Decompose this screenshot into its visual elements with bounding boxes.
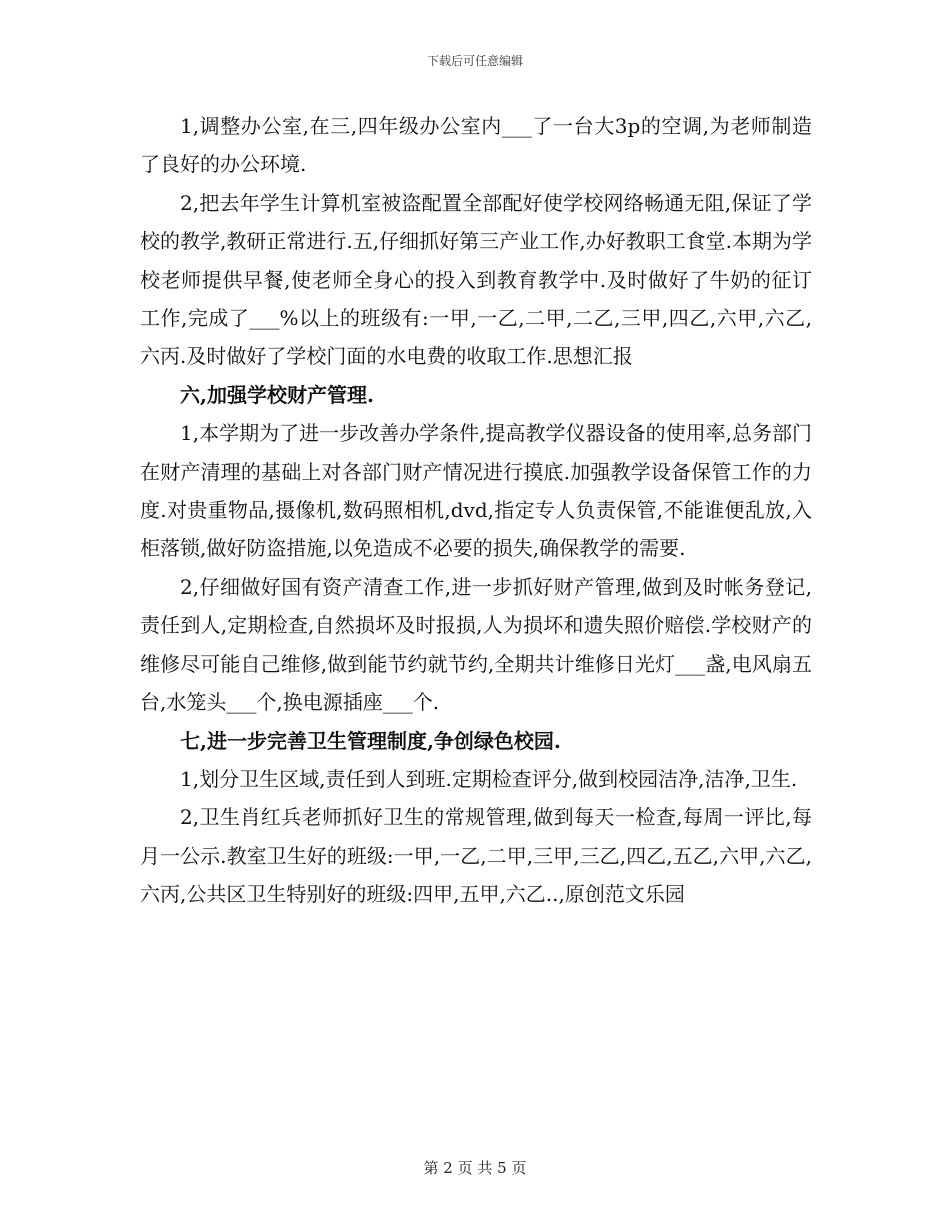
paragraph-computer-room: 2,把去年学生计算机室被盗配置全部配好使学校网络畅通无阻,保证了学校的教学,教研正常进行.五,仔细抓好第三产业工作,办好教职工食堂.本期为学校老师提供早餐,使老师全身心的投入到教育教学中.及时做好了牛奶的征订工作,完成了___%以上的班级有:一甲,一乙,二甲,二乙,三甲,四乙,六甲,六乙,六丙.及时做好了学校门面的水电费的收取工作.思想汇报 (140, 190, 812, 369)
paragraph-hygiene-management: 2,卫生肖红兵老师抓好卫生的常规管理,做到每天一检查,每周一评比,每月一公示.教室卫生好的班级:一甲,一乙,二甲,三甲,三乙,四乙,五乙,六甲,六乙,六丙,公共区卫生特别好的班级:四甲,五甲,六乙..,原创范文乐园 (140, 805, 812, 907)
page-number: 第 2 页 共 5 页 (423, 1159, 527, 1177)
paragraph-office-adjustment: 1,调整办公室,在三,四年级办公室内___了一台大3p的空调,为老师制造了良好的办公环境. (140, 114, 812, 177)
paragraph-equipment-custody: 1,本学期为了进一步改善办学条件,提高教学仪器设备的使用率,总务部门在财产清理的基础上对各部门财产情况进行摸底.加强教学设备保管工作的力度.对贵重物品,摄像机,数码照相机,dvd,指定专人负责保管,不能谁便乱放,入柜落锁,做好防盗措施,以免造成不必要的损失,确保教学的需要. (140, 421, 812, 561)
section-heading-property: 六,加强学校财产管理. (180, 382, 374, 407)
section-heading-hygiene: 七,进一步完善卫生管理制度,争创绿色校园. (180, 728, 561, 753)
paragraph-asset-inventory: 2,仔细做好国有资产清查工作,进一步抓好财产管理,做到及时帐务登记,责任到人,定期检查,自然损坏及时报损,人为损坏和遗失照价赔偿.学校财产的维修尽可能自己维修,做到能节约就节约,全期共计维修日光灯___盏,电风扇五台,水笼头___个,换电源插座___个. (140, 574, 812, 715)
document-body (140, 107, 812, 914)
paragraph-hygiene-zones: 1,划分卫生区域,责任到人到班.定期检查评分,做到校园洁净,洁净,卫生. (180, 766, 798, 791)
page-header: 下载后可任意编辑 (426, 54, 523, 68)
